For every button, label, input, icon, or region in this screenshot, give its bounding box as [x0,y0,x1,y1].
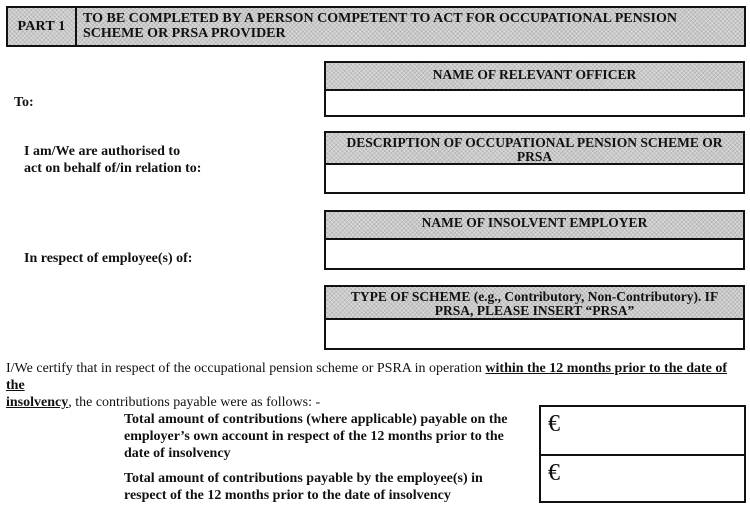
relevant-officer-header: NAME OF RELEVANT OFFICER [326,63,743,91]
employees-label: In respect of employee(s) of: [24,251,193,266]
relevant-officer-field [324,61,745,117]
employer-contributions-input[interactable] [560,407,750,454]
part-label: PART 1 [8,8,77,45]
insolvent-employer-input[interactable] [326,240,743,268]
relevant-officer-input[interactable] [326,91,743,115]
contributions-amount-box [539,405,746,503]
employee-contributions-label: Total amount of contributions payable by the employee(s) in respect of the 12 months prior to the date of insolvency [124,471,483,503]
scheme-description-header: DESCRIPTION OF OCCUPATIONAL PENSION SCHEME OR PRSA [326,133,743,165]
insolvent-employer-header: NAME OF INSOLVENT EMPLOYER [326,212,743,240]
certification-text [6,360,746,411]
authorised-label [24,143,201,177]
certification-text-after: , the contributions payable were as follows: - [68,395,321,410]
scheme-description-input[interactable] [326,165,743,192]
scheme-type-input[interactable] [326,320,743,348]
employer-contributions-row [541,407,744,454]
employee-contributions-input[interactable] [560,456,750,501]
employer-contributions-label: Total amount of contributions (where applicable) payable on the employer’s own account in respect of the 12 months prior to the date of insolvency [124,412,508,461]
part-title: TO BE COMPLETED BY A PERSON COMPETENT TO ACT FOR OCCUPATIONAL PENSION SCHEME OR PRSA PROVIDER [83,11,677,41]
part-header [6,6,746,47]
scheme-type-header: TYPE OF SCHEME (e.g., Contributory, Non-Contributory). IF PRSA, PLEASE INSERT “PRSA” [326,287,743,320]
employee-contributions-row [541,454,744,501]
scheme-description-field [324,131,745,194]
euro-icon: € [548,460,560,486]
scheme-type-field [324,285,745,350]
authorised-label-line-1: I am/We are authorised to [24,144,181,159]
euro-icon: € [548,411,560,437]
authorised-label-line-2: act on behalf of/in relation to: [24,161,202,176]
to-label: To: [14,95,34,110]
certification-emphasis-insolvency: insolvency [6,395,69,410]
certification-text-before: I/We certify that in respect of the occupational pension scheme or PSRA in operation [6,361,486,376]
insolvent-employer-field [324,210,745,270]
certification-emphasis-period: within the 12 months prior to the date of the [6,361,728,393]
